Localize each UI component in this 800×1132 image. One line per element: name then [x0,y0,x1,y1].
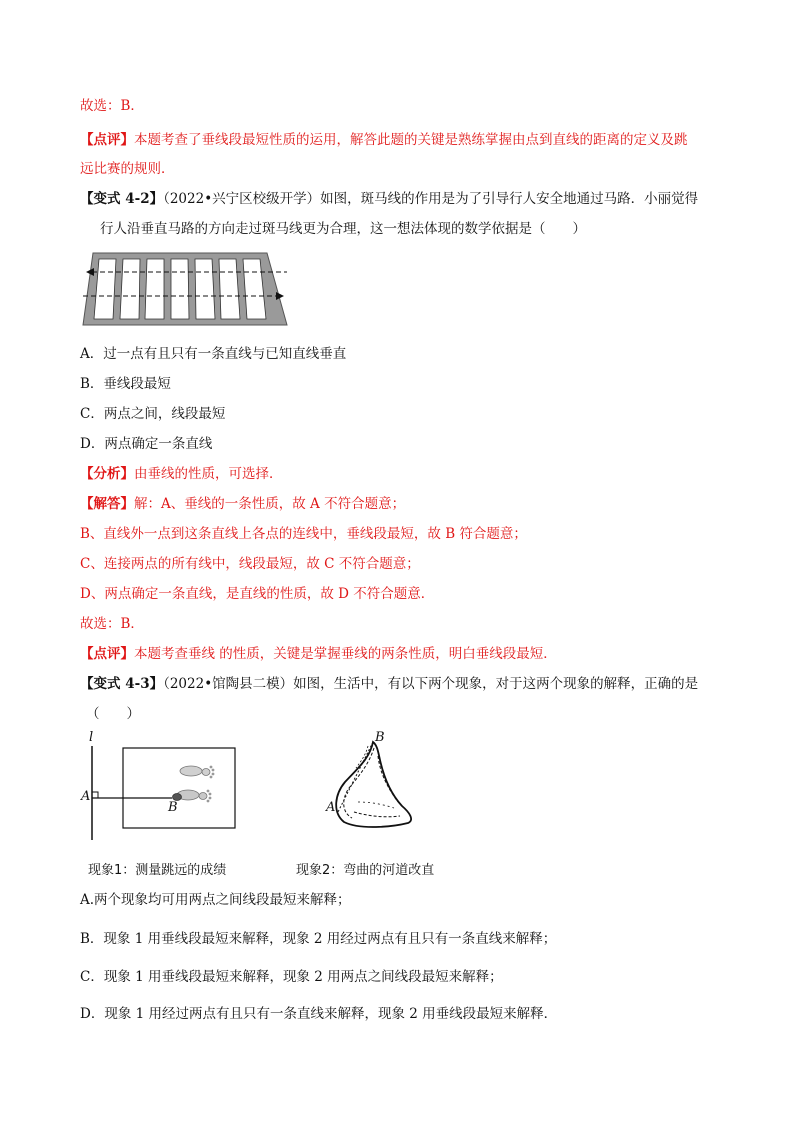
analysis-text: 由垂线的性质，可选择． [134,466,283,482]
answer-text: 解：A、垂线的一条性质，故 A 不符合题意； [134,496,406,512]
caption-phenomenon-1: 现象1：测量跳远的成绩 [88,863,227,878]
zebra-crossing-figure [80,250,300,330]
question-stem-2 [80,675,698,693]
label-a2: A [326,800,336,815]
answer-line-2: B、直线外一点到这条直线上各点的连线中，垂线段最短，故 B 符合题意； [80,526,527,542]
question-stem [80,190,698,208]
answer-tag: 【解答】 [80,496,134,512]
option-a: A．过一点有且只有一条直线与已知直线垂直 [80,346,347,362]
option-d-2: D．现象 1 用经过两点有且只有一条直线来解释，现象 2 用垂线段最短来解释． [80,1006,558,1022]
analysis-line [80,465,283,483]
label-a: A [81,789,91,804]
answer-line-3: C、连接两点的所有线中，线段最短，故 C 不符合题意； [80,556,420,572]
question-tag-2: 【变式 4-3】 [80,676,164,692]
option-c-2: C．现象 1 用垂线段最短来解释，现象 2 用两点之间线段最短来解释； [80,969,503,985]
comment-line-3 [80,645,557,663]
choice-line: 故选：B． [80,98,144,114]
answer-line-4: D、两点确定一条直线，是直线的性质，故 D 不符合题意． [80,586,435,602]
comment-line-2: 远比赛的规则． [80,161,175,177]
label-b: B [168,800,178,815]
comment-tag: 【点评】 [80,132,134,148]
question-stem-text: （2022•兴宁区校级开学）如图，斑马线的作用是为了引导行人安全地通过马路．小丽觉得 [163,191,699,207]
caption-phenomenon-2: 现象2：弯曲的河道改直 [296,863,435,878]
label-l: l [89,730,94,745]
option-c: C．两点之间，线段最短 [80,406,226,422]
label-b2: B [375,730,385,745]
option-b-2: B．现象 1 用垂线段最短来解释，现象 2 用经过两点有且只有一条直线来解释； [80,931,557,947]
question-stem-text-2: （2022•馆陶县二模）如图，生活中，有以下两个现象，对于这两个现象的解释，正确的是 [163,676,699,692]
comment-text-2: 本题考查垂线 的性质，关键是掌握垂线的两条性质，明白垂线段最短． [134,646,557,662]
comment-text: 本题考查了垂线段最短性质的运用，解答此题的关键是熟练掌握由点到直线的距离的定义及跳 [134,132,688,148]
analysis-tag: 【分析】 [80,466,134,482]
question-stem-line-2: 行人沿垂直马路的方向走过斑马线更为合理，这一想法体现的数学依据是（ ） [100,221,586,237]
option-b: B．垂线段最短 [80,376,171,392]
answer-line [80,495,405,513]
question-tag: 【变式 4-2】 [80,191,164,207]
question-stem-line-2b: （ ） [86,706,140,722]
comment-tag-2: 【点评】 [80,646,134,662]
choice-line-2: 故选：B． [80,616,144,632]
comment-line [80,131,688,149]
river-figure [318,730,418,830]
long-jump-figure [80,730,240,840]
option-a-2: A.两个现象均可用两点之间线段最短来解释； [80,892,351,908]
option-d: D．两点确定一条直线 [80,436,213,452]
